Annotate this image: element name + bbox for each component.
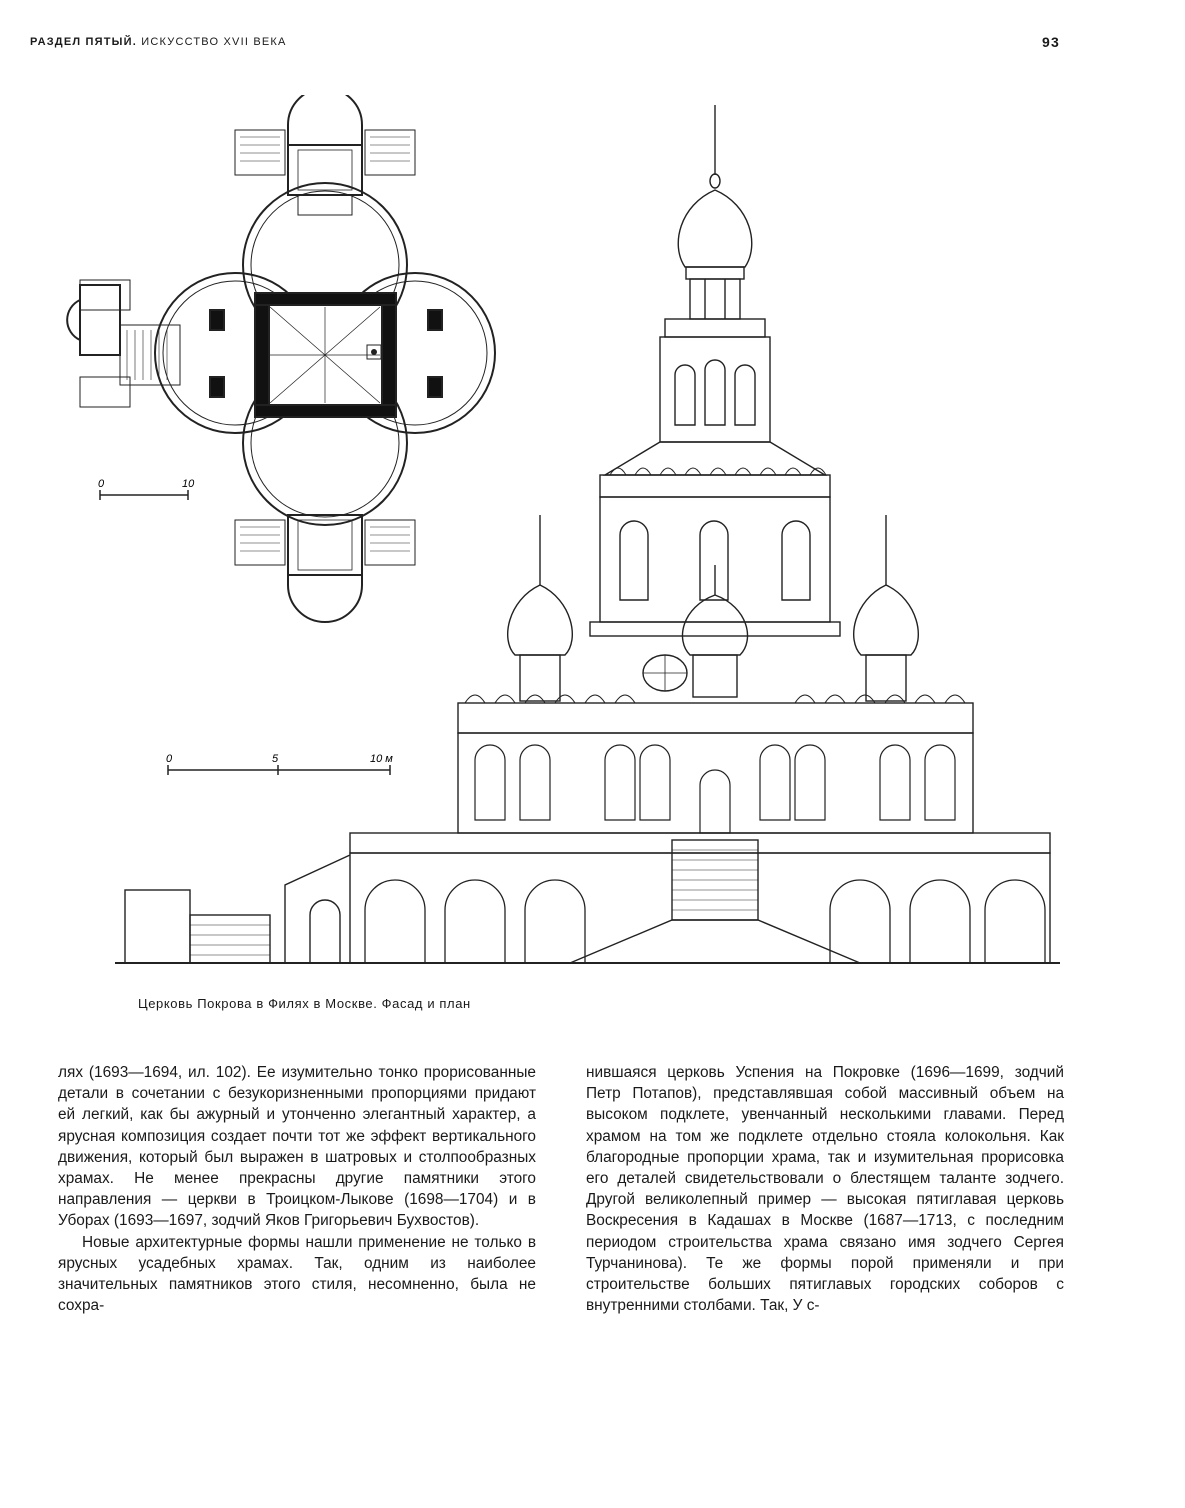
section-title: РАЗДЕЛ ПЯТЫЙ. xyxy=(30,36,138,48)
running-head xyxy=(30,36,1060,56)
plan-scale-bar xyxy=(100,490,188,500)
facade-scale-end: 10 м xyxy=(370,753,393,765)
plan-scale-end: 10 xyxy=(182,478,195,490)
facade-scale-start: 0 xyxy=(166,753,173,765)
church-facade xyxy=(115,105,1060,963)
floor-plan xyxy=(67,95,495,622)
paragraph: Новые архитектурные формы нашли применение не только в ярусных усадебных храмах. Так, одним из наиболее значительных памятников этого стиля, несомненно, была не сохра- xyxy=(58,1233,536,1315)
paragraph: лях (1693—1694, ил. 102). Ее изумительно тонко прорисованные детали в сочетании с безукоризненными пропорциями придают ей легкий, как бы ажурный и утонченно элегантный характер, а ярусная композиция создает почти тот же эффект вертикального движения, который был выражен в шатровых и столпообразных храмах. Не менее прекрасны другие памятники этого направления — церкви в Троицком-Лыкове (1698—1704) и в Уборах (1693—1697, зодчий Яков Григорьевич Бухвостов). xyxy=(58,1064,536,1230)
figure-caption: Церковь Покрова в Филях в Москве. Фасад и план xyxy=(138,996,471,1011)
section-subtitle: ИСКУССТВО XVII ВЕКА xyxy=(141,36,287,48)
text-column-right xyxy=(586,1062,1064,1316)
paragraph: нившаяся церковь Успения на Покровке (1696—1699, зодчий Петр Потапов), представлявшая собой массивный объем на высоком подклете, увенчанный несколькими главами. Перед храмом на том же подклете отдельно стояла колокольня. Как благородные пропорции храма, так и изумительная прорисовка его деталей свидетельствовали о блестящем таланте зодчего. Другой великолепный пример — высокая пятиглавая церковь Воскресения в Кадашах в Москве (1687—1713, с последним периодом строительства храма связано имя зодчего Сергея Турчанинова). Те же формы порой применяли и при строительстве больших пятиглавых городских соборов с внутренними столбами. Так, У с- xyxy=(586,1064,1064,1315)
page-number: 93 xyxy=(1042,34,1060,50)
architectural-figure xyxy=(60,95,1100,975)
plan-scale-start: 0 xyxy=(98,478,105,490)
facade-scale-mid: 5 xyxy=(272,753,279,765)
architecture-drawing xyxy=(60,95,1100,975)
facade-scale-bar xyxy=(168,765,390,775)
text-column-left xyxy=(58,1062,536,1316)
